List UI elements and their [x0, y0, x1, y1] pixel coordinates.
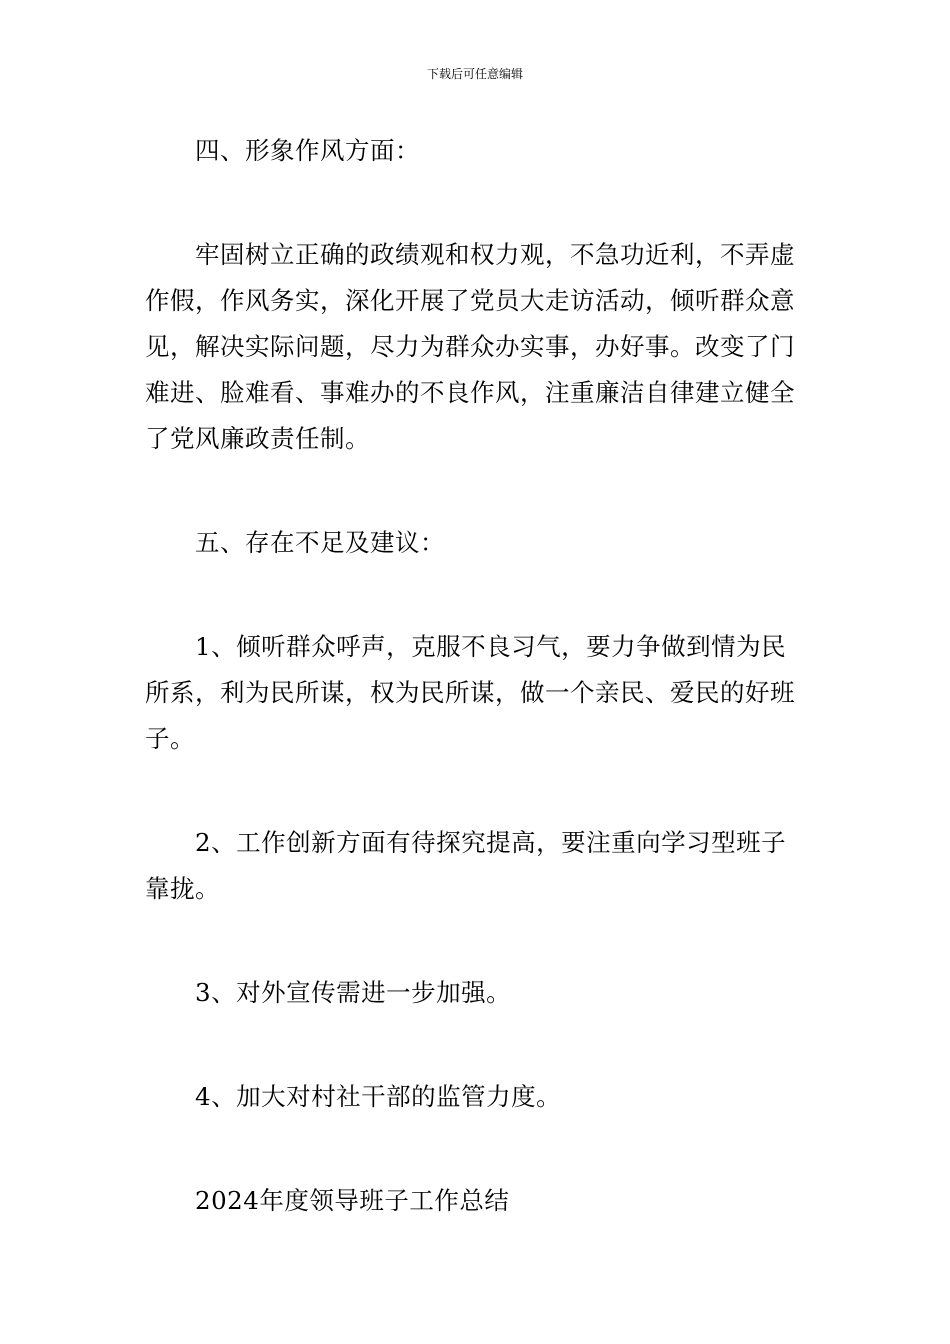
list-item-2: 2、工作创新方面有待探究提高，要注重向学习型班子靠拢。 — [145, 828, 787, 903]
list-item-4: 4、加大对村社干部的监管力度。 — [195, 1082, 562, 1111]
page-header: 下载后可任意编辑 — [426, 67, 523, 81]
section-heading-image-style: 四、形象作风方面： — [195, 136, 420, 165]
list-item-3: 3、对外宣传需进一步加强。 — [195, 978, 512, 1007]
paragraph-image-style-body: 牢固树立正确的政绩观和权力观，不急功近利，不弄虚作假，作风务实，深化开展了党员大走访活动，倾听群众意见，解决实际问题，尽力为群众办实事，办好事。改变了门难进、脸难看、事难办的不良作风，注重廉洁自律建立健全了党风廉政责任制。 — [145, 240, 795, 453]
list-item-1: 1、倾听群众呼声，克服不良习气，要力争做到情为民所系，利为民所谋，权为民所谋，做一个亲民、爱民的好班子。 — [145, 632, 795, 753]
document-title-next: 2024年度领导班子工作总结 — [195, 1186, 510, 1215]
document-body — [145, 128, 807, 1224]
section-heading-shortcomings: 五、存在不足及建议： — [195, 528, 445, 557]
